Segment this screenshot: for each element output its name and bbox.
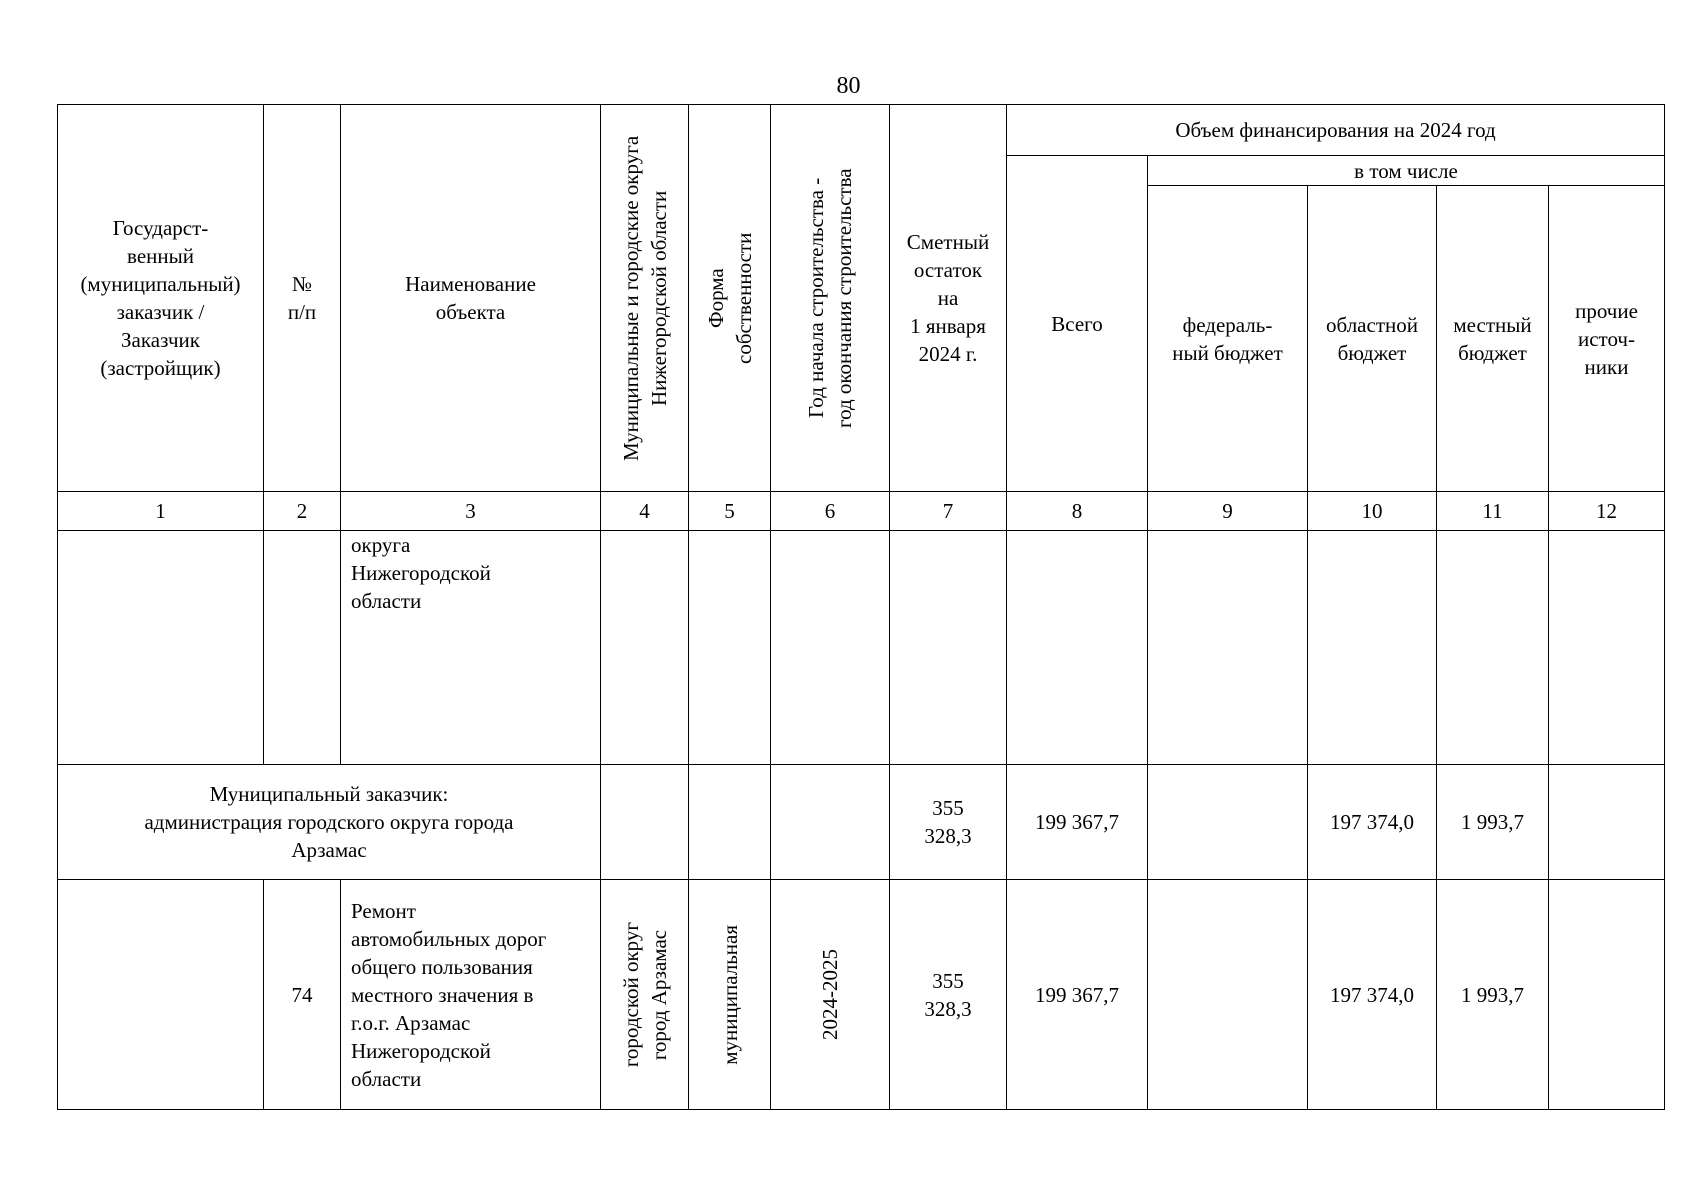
header-municipality: Муниципальные и городские округа Нижегородской области	[618, 135, 671, 461]
header-including: в том числе	[1148, 156, 1665, 186]
item-total: 199 367,7	[1007, 880, 1148, 1110]
column-number: 3	[341, 492, 601, 531]
column-number: 8	[1007, 492, 1148, 531]
item-ownership: муниципальная	[717, 924, 742, 1065]
item-years-cell	[771, 880, 890, 1110]
column-number: 12	[1549, 492, 1665, 531]
item-local: 1 993,7	[1437, 880, 1549, 1110]
customer-federal	[1148, 765, 1308, 880]
header-ownership-cell	[689, 105, 771, 492]
header-local: местный бюджет	[1437, 186, 1549, 492]
item-other	[1549, 880, 1665, 1110]
header-estimate: Сметный остаток на 1 января 2024 г.	[890, 105, 1007, 492]
continuation-object-name: округа Нижегородской области	[341, 531, 601, 765]
header-object-name: Наименование объекта	[341, 105, 601, 492]
item-ownership-cell	[689, 880, 771, 1110]
column-number: 6	[771, 492, 890, 531]
page-number: 80	[836, 73, 861, 99]
header-funding-title: Объем финансирования на 2024 год	[1007, 105, 1665, 156]
customer-regional: 197 374,0	[1308, 765, 1437, 880]
customer-total: 199 367,7	[1007, 765, 1148, 880]
header-row-1	[58, 105, 1665, 156]
customer-row	[58, 765, 1665, 880]
header-customer: Государст- венный (муниципальный) заказчик / Заказчик (застройщик)	[58, 105, 264, 492]
header-years: Год начала строительства - год окончания строительства	[804, 168, 856, 428]
column-number: 9	[1148, 492, 1308, 531]
header-other: прочие источ- ники	[1549, 186, 1665, 492]
item-number: 74	[264, 880, 341, 1110]
continuation-row	[58, 531, 1665, 765]
column-number: 1	[58, 492, 264, 531]
customer-estimate: 355 328,3	[890, 765, 1007, 880]
column-number: 4	[601, 492, 689, 531]
header-number: № п/п	[264, 105, 341, 492]
header-regional: областной бюджет	[1308, 186, 1437, 492]
item-row	[58, 880, 1665, 1110]
item-regional: 197 374,0	[1308, 880, 1437, 1110]
column-number: 10	[1308, 492, 1437, 531]
financing-table	[57, 104, 1665, 1110]
customer-other	[1549, 765, 1665, 880]
header-municipality-cell	[601, 105, 689, 492]
item-municipality-cell	[601, 880, 689, 1110]
header-total: Всего	[1007, 156, 1148, 492]
customer-local: 1 993,7	[1437, 765, 1549, 880]
item-federal	[1148, 880, 1308, 1110]
column-number: 7	[890, 492, 1007, 531]
header-years-cell	[771, 105, 890, 492]
item-municipality: городской округ город Арзамас	[618, 921, 671, 1068]
column-number: 2	[264, 492, 341, 531]
column-number: 5	[689, 492, 771, 531]
column-number: 11	[1437, 492, 1549, 531]
header-federal: федераль- ный бюджет	[1148, 186, 1308, 492]
item-years: 2024-2025	[818, 949, 842, 1040]
item-estimate: 355 328,3	[890, 880, 1007, 1110]
header-ownership: Форма собственности	[703, 232, 756, 364]
column-numbers-row	[58, 492, 1665, 531]
customer-label: Муниципальный заказчик: администрация городского округа города Арзамас	[58, 765, 601, 880]
item-object-name: Ремонт автомобильных дорог общего пользования местного значения в г.о.г. Арзамас Нижегородской области	[341, 880, 601, 1110]
